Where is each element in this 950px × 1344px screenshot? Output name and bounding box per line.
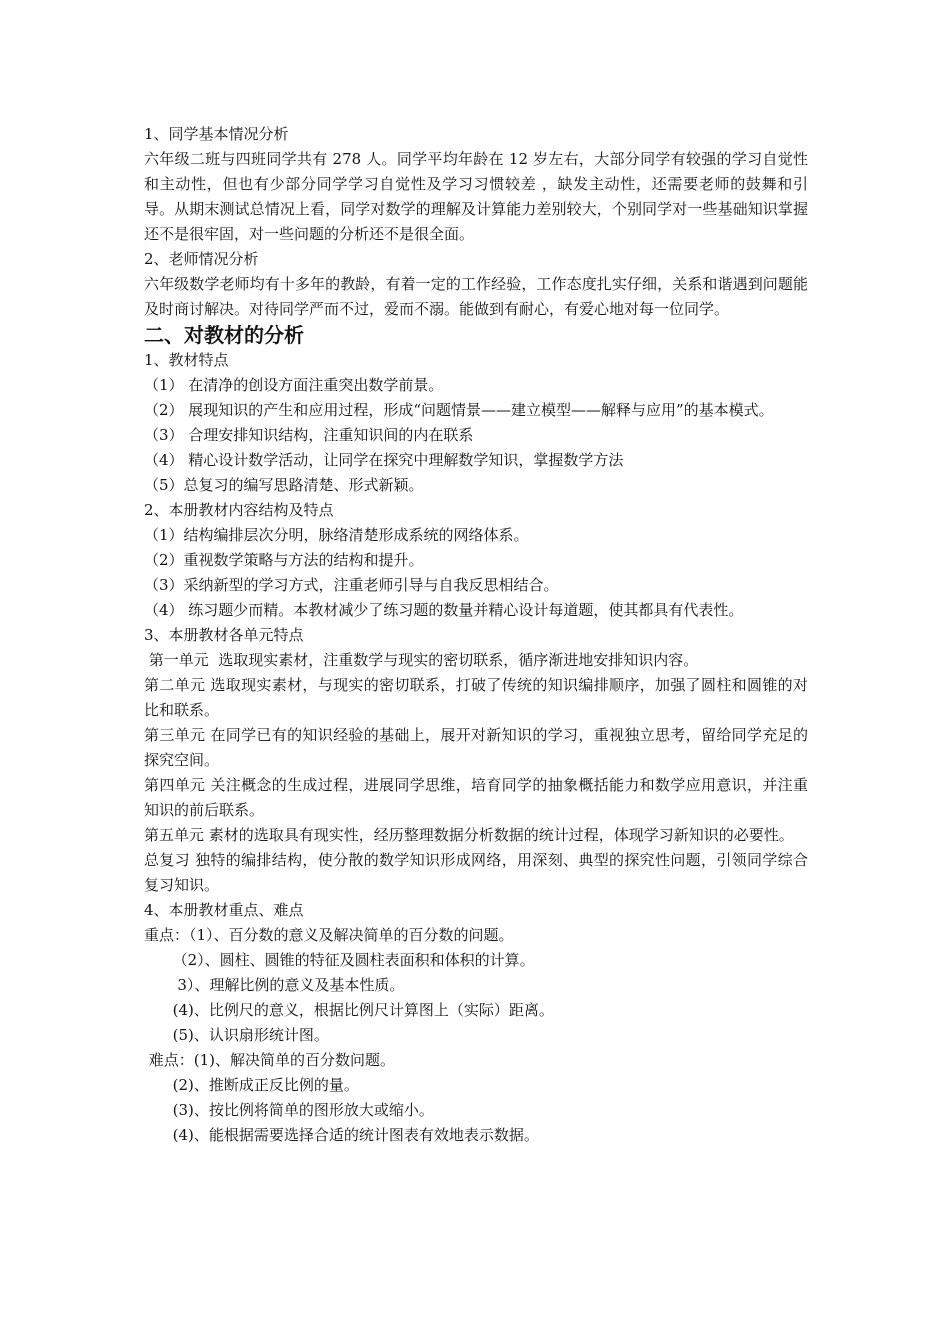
paragraph: 第四单元 关注概念的生成过程，进展同学思维，培育同学的抽象概括能力和数学应用意识，并注重知识的前后联系。 [144,776,808,819]
text-line: 第一单元 选取现实素材，注重数学与现实的密切联系，循序渐进地安排知识内容。 [144,651,699,669]
paragraph: （2） 展现知识的产生和应用过程，形成“问题情景——建立模型——解释与应用”的基本模式。 [144,401,774,419]
text-line: （2）、圆柱、圆锥的特征及圆柱表面积和体积的计算。 [144,951,535,969]
paragraph: 六年级二班与四班同学共有 278 人。同学平均年龄在 12 岁左右，大部分同学有较强的学习自觉性和主动性，但也有少部分同学学习自觉性及学习习惯较差 ，缺发主动性，还需要老师的鼓舞和引导。从期末测试总情况上看，同学对数学的理解及计算能力差别较大，个别同学对一些基础知识掌握还不是很牢固，对一些问题的分析还不是很全面。 [144,150,808,243]
paragraph: 总复习 独特的编排结构，使分散的数学知识形成网络，用深刻、典型的探究性问题，引领同学综合复习知识。 [144,851,808,894]
text-line: 难点：(1)、解决简单的百分数问题。 [144,1051,396,1069]
text-line: 2、本册教材内容结构及特点 [144,501,334,519]
text-line: （1）结构编排层次分明，脉络清楚形成系统的网络体系。 [144,526,529,544]
text-line: （2）重视数学策略与方法的结构和提升。 [144,551,424,569]
text-line: （5）总复习的编写思路清楚、形式新颖。 [144,476,424,494]
section-heading: 二、对教材的分析 [144,323,304,347]
paragraph: 六年级数学老师均有十多年的教龄，有着一定的工作经验，工作态度扎实仔细，关系和谐遇到问题能及时商讨解决。对待同学严而不过，爱而不溺。能做到有耐心，有爱心地对每一位同学。 [144,275,808,318]
text-line: 1、同学基本情况分析 [144,125,289,143]
text-line: （1） 在清净的创设方面注重突出数学前景。 [144,376,444,394]
text-line: (4)、能根据需要选择合适的统计图表有效地表示数据。 [144,1126,539,1144]
text-line: 1、教材特点 [144,351,229,369]
document-body [144,122,808,1148]
text-line: (5)、认识扇形统计图。 [144,1026,329,1044]
text-line: 3、本册教材各单元特点 [144,626,304,644]
text-line: （4） 练习题少而精。本教材减少了练习题的数量并精心设计每道题，使其都具有代表性。 [144,601,744,619]
paragraph: 第五单元 素材的选取具有现实性，经历整理数据分析数据的统计过程，体现学习新知识的必要性。 [144,826,794,844]
text-line: （4） 精心设计数学活动，让同学在探究中理解数学知识，掌握数学方法 [144,451,624,469]
text-line: 4、本册教材重点、难点 [144,901,304,919]
text-line: (3)、按比例将简单的图形放大或缩小。 [144,1101,434,1119]
text-line: 2、老师情况分析 [144,250,259,268]
paragraph: 第二单元 选取现实素材，与现实的密切联系，打破了传统的知识编排顺序，加强了圆柱和圆锥的对比和联系。 [144,676,808,719]
text-line: 重点：（1）、百分数的意义及解决简单的百分数的问题。 [144,926,514,944]
text-line: （3）采纳新型的学习方式，注重老师引导与自我反思相结合。 [144,576,559,594]
text-line: (4)、比例尺的意义，根据比例尺计算图上（实际）距离。 [144,1001,554,1019]
paragraph: 第三单元 在同学已有的知识经验的基础上，展开对新知识的学习，重视独立思考，留给同学充足的探究空间。 [144,726,808,769]
text-line: （3） 合理安排知识结构，注重知识间的内在联系 [144,426,474,444]
text-line: (2)、推断成正反比例的量。 [144,1076,359,1094]
text-line: 3）、理解比例的意义及基本性质。 [144,976,405,994]
